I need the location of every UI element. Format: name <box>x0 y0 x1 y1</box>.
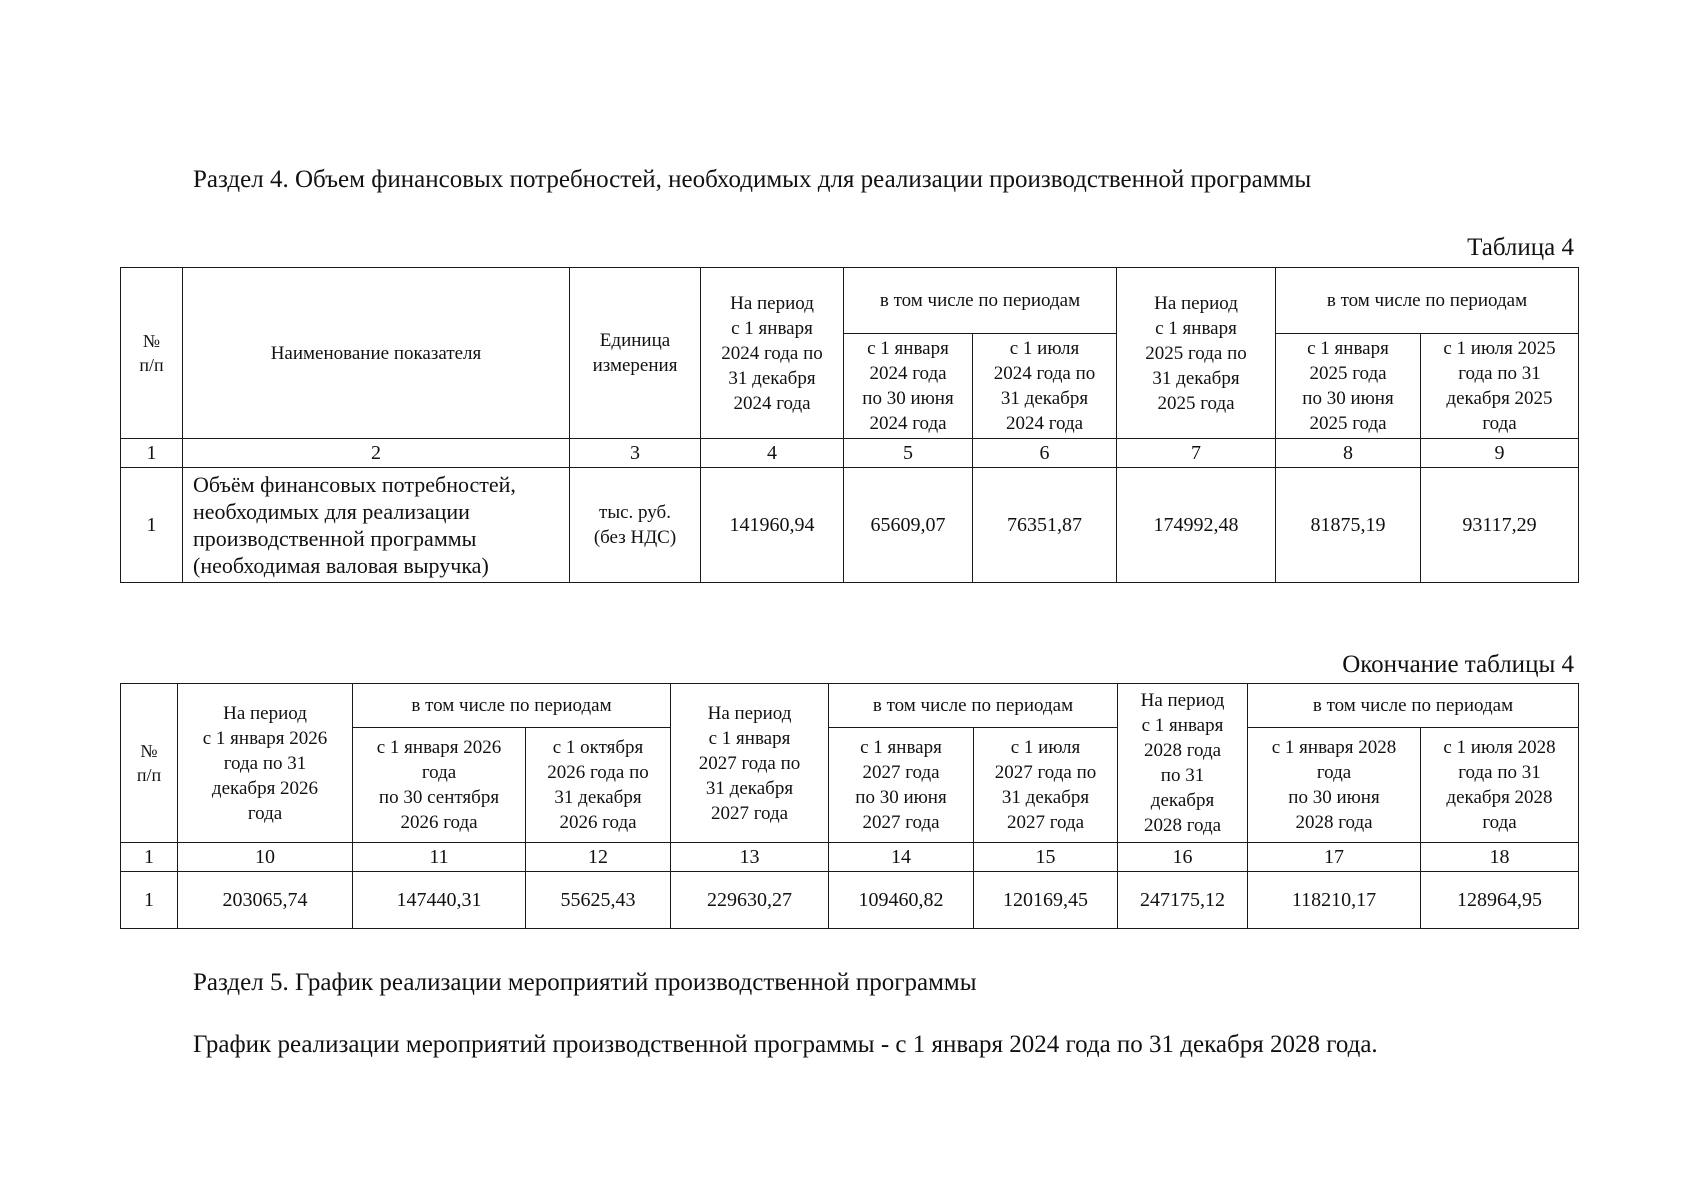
table-4-end-header-row-1 <box>121 684 1579 728</box>
section-5-heading: Раздел 5. График реализации мероприятий производственной программы <box>193 969 977 996</box>
unit-value: тыс. руб. (без НДС) <box>570 468 701 583</box>
header-period-2028: На период с 1 января 2028 года по 31 декабря 2028 года <box>1118 684 1248 843</box>
value-cell: 118210,17 <box>1248 872 1421 929</box>
header-2027-h1: с 1 января 2027 года по 30 июня 2027 года <box>829 728 974 843</box>
table-4-caption: Таблица 4 <box>1467 234 1574 261</box>
value-cell: 109460,82 <box>829 872 974 929</box>
value-cell: 76351,87 <box>973 468 1117 583</box>
value-cell: 141960,94 <box>701 468 844 583</box>
value-cell: 55625,43 <box>526 872 671 929</box>
column-number: 18 <box>1421 843 1579 872</box>
header-subperiods-2028: в том числе по периодам <box>1248 684 1579 728</box>
column-number: 16 <box>1118 843 1248 872</box>
header-2028-h1: с 1 января 2028 года по 30 июня 2028 года <box>1248 728 1421 843</box>
value-cell: 174992,48 <box>1117 468 1276 583</box>
header-period-2025: На период с 1 января 2025 года по 31 декабря 2025 года <box>1117 268 1276 439</box>
column-number: 14 <box>829 843 974 872</box>
header-subperiods-2025: в том числе по периодам <box>1276 268 1579 334</box>
header-num: № п/п <box>121 268 183 439</box>
header-unit: Единица измерения <box>570 268 701 439</box>
column-number: 3 <box>570 439 701 468</box>
header-2024-h1: с 1 января 2024 года по 30 июня 2024 года <box>844 334 973 439</box>
header-period-2027: На период с 1 января 2027 года по 31 декабря 2027 года <box>671 684 829 843</box>
row-number: 1 <box>121 468 183 583</box>
value-cell: 247175,12 <box>1118 872 1248 929</box>
table-4 <box>120 267 1579 583</box>
table-4-header-row-1 <box>121 268 1579 334</box>
header-subperiods-2027: в том числе по периодам <box>829 684 1118 728</box>
column-number: 8 <box>1276 439 1421 468</box>
column-number: 9 <box>1421 439 1579 468</box>
header-subperiods-2024: в том числе по периодам <box>844 268 1117 334</box>
value-cell: 93117,29 <box>1421 468 1579 583</box>
section-4-heading: Раздел 4. Объем финансовых потребностей, необходимых для реализации производственной программы <box>193 166 1312 193</box>
header-2024-h2: с 1 июля 2024 года по 31 декабря 2024 года <box>973 334 1117 439</box>
header-2026-a: с 1 января 2026 года по 30 сентября 2026 года <box>353 728 526 843</box>
header-subperiods-2026: в том числе по периодам <box>353 684 671 728</box>
column-number: 11 <box>353 843 526 872</box>
column-number: 15 <box>974 843 1118 872</box>
column-number: 13 <box>671 843 829 872</box>
column-number: 10 <box>178 843 353 872</box>
header-num: № п/п <box>121 684 178 843</box>
header-2027-h2: с 1 июля 2027 года по 31 декабря 2027 года <box>974 728 1118 843</box>
header-2028-h2: с 1 июля 2028 года по 31 декабря 2028 года <box>1421 728 1579 843</box>
value-cell: 65609,07 <box>844 468 973 583</box>
section-5-text: График реализации мероприятий производственной программы - с 1 января 2024 года по 31 декабря 2028 года. <box>193 1031 1378 1058</box>
row-number: 1 <box>121 872 178 929</box>
value-cell: 120169,45 <box>974 872 1118 929</box>
column-number: 5 <box>844 439 973 468</box>
column-number: 1 <box>121 439 183 468</box>
table-4-end-caption: Окончание таблицы 4 <box>1342 651 1574 678</box>
column-number: 6 <box>973 439 1117 468</box>
column-number: 17 <box>1248 843 1421 872</box>
table-4-end <box>120 683 1579 929</box>
value-cell: 147440,31 <box>353 872 526 929</box>
column-number: 2 <box>183 439 570 468</box>
header-period-2024: На период с 1 января 2024 года по 31 декабря 2024 года <box>701 268 844 439</box>
column-number: 1 <box>121 843 178 872</box>
header-name: Наименование показателя <box>183 268 570 439</box>
table-row <box>121 872 1579 929</box>
table-4-end-column-numbers <box>121 843 1579 872</box>
value-cell: 128964,95 <box>1421 872 1579 929</box>
header-period-2026: На период с 1 января 2026 года по 31 декабря 2026 года <box>178 684 353 843</box>
table-4-column-numbers <box>121 439 1579 468</box>
column-number: 7 <box>1117 439 1276 468</box>
header-2025-h1: с 1 января 2025 года по 30 июня 2025 года <box>1276 334 1421 439</box>
column-number: 12 <box>526 843 671 872</box>
value-cell: 81875,19 <box>1276 468 1421 583</box>
value-cell: 229630,27 <box>671 872 829 929</box>
column-number: 4 <box>701 439 844 468</box>
table-row <box>121 468 1579 583</box>
header-2026-b: с 1 октября 2026 года по 31 декабря 2026 года <box>526 728 671 843</box>
header-2025-h2: с 1 июля 2025 года по 31 декабря 2025 года <box>1421 334 1579 439</box>
value-cell: 203065,74 <box>178 872 353 929</box>
indicator-name: Объём финансовых потребностей, необходимых для реализации производственной программы (необходимая валовая выручка) <box>183 468 570 583</box>
